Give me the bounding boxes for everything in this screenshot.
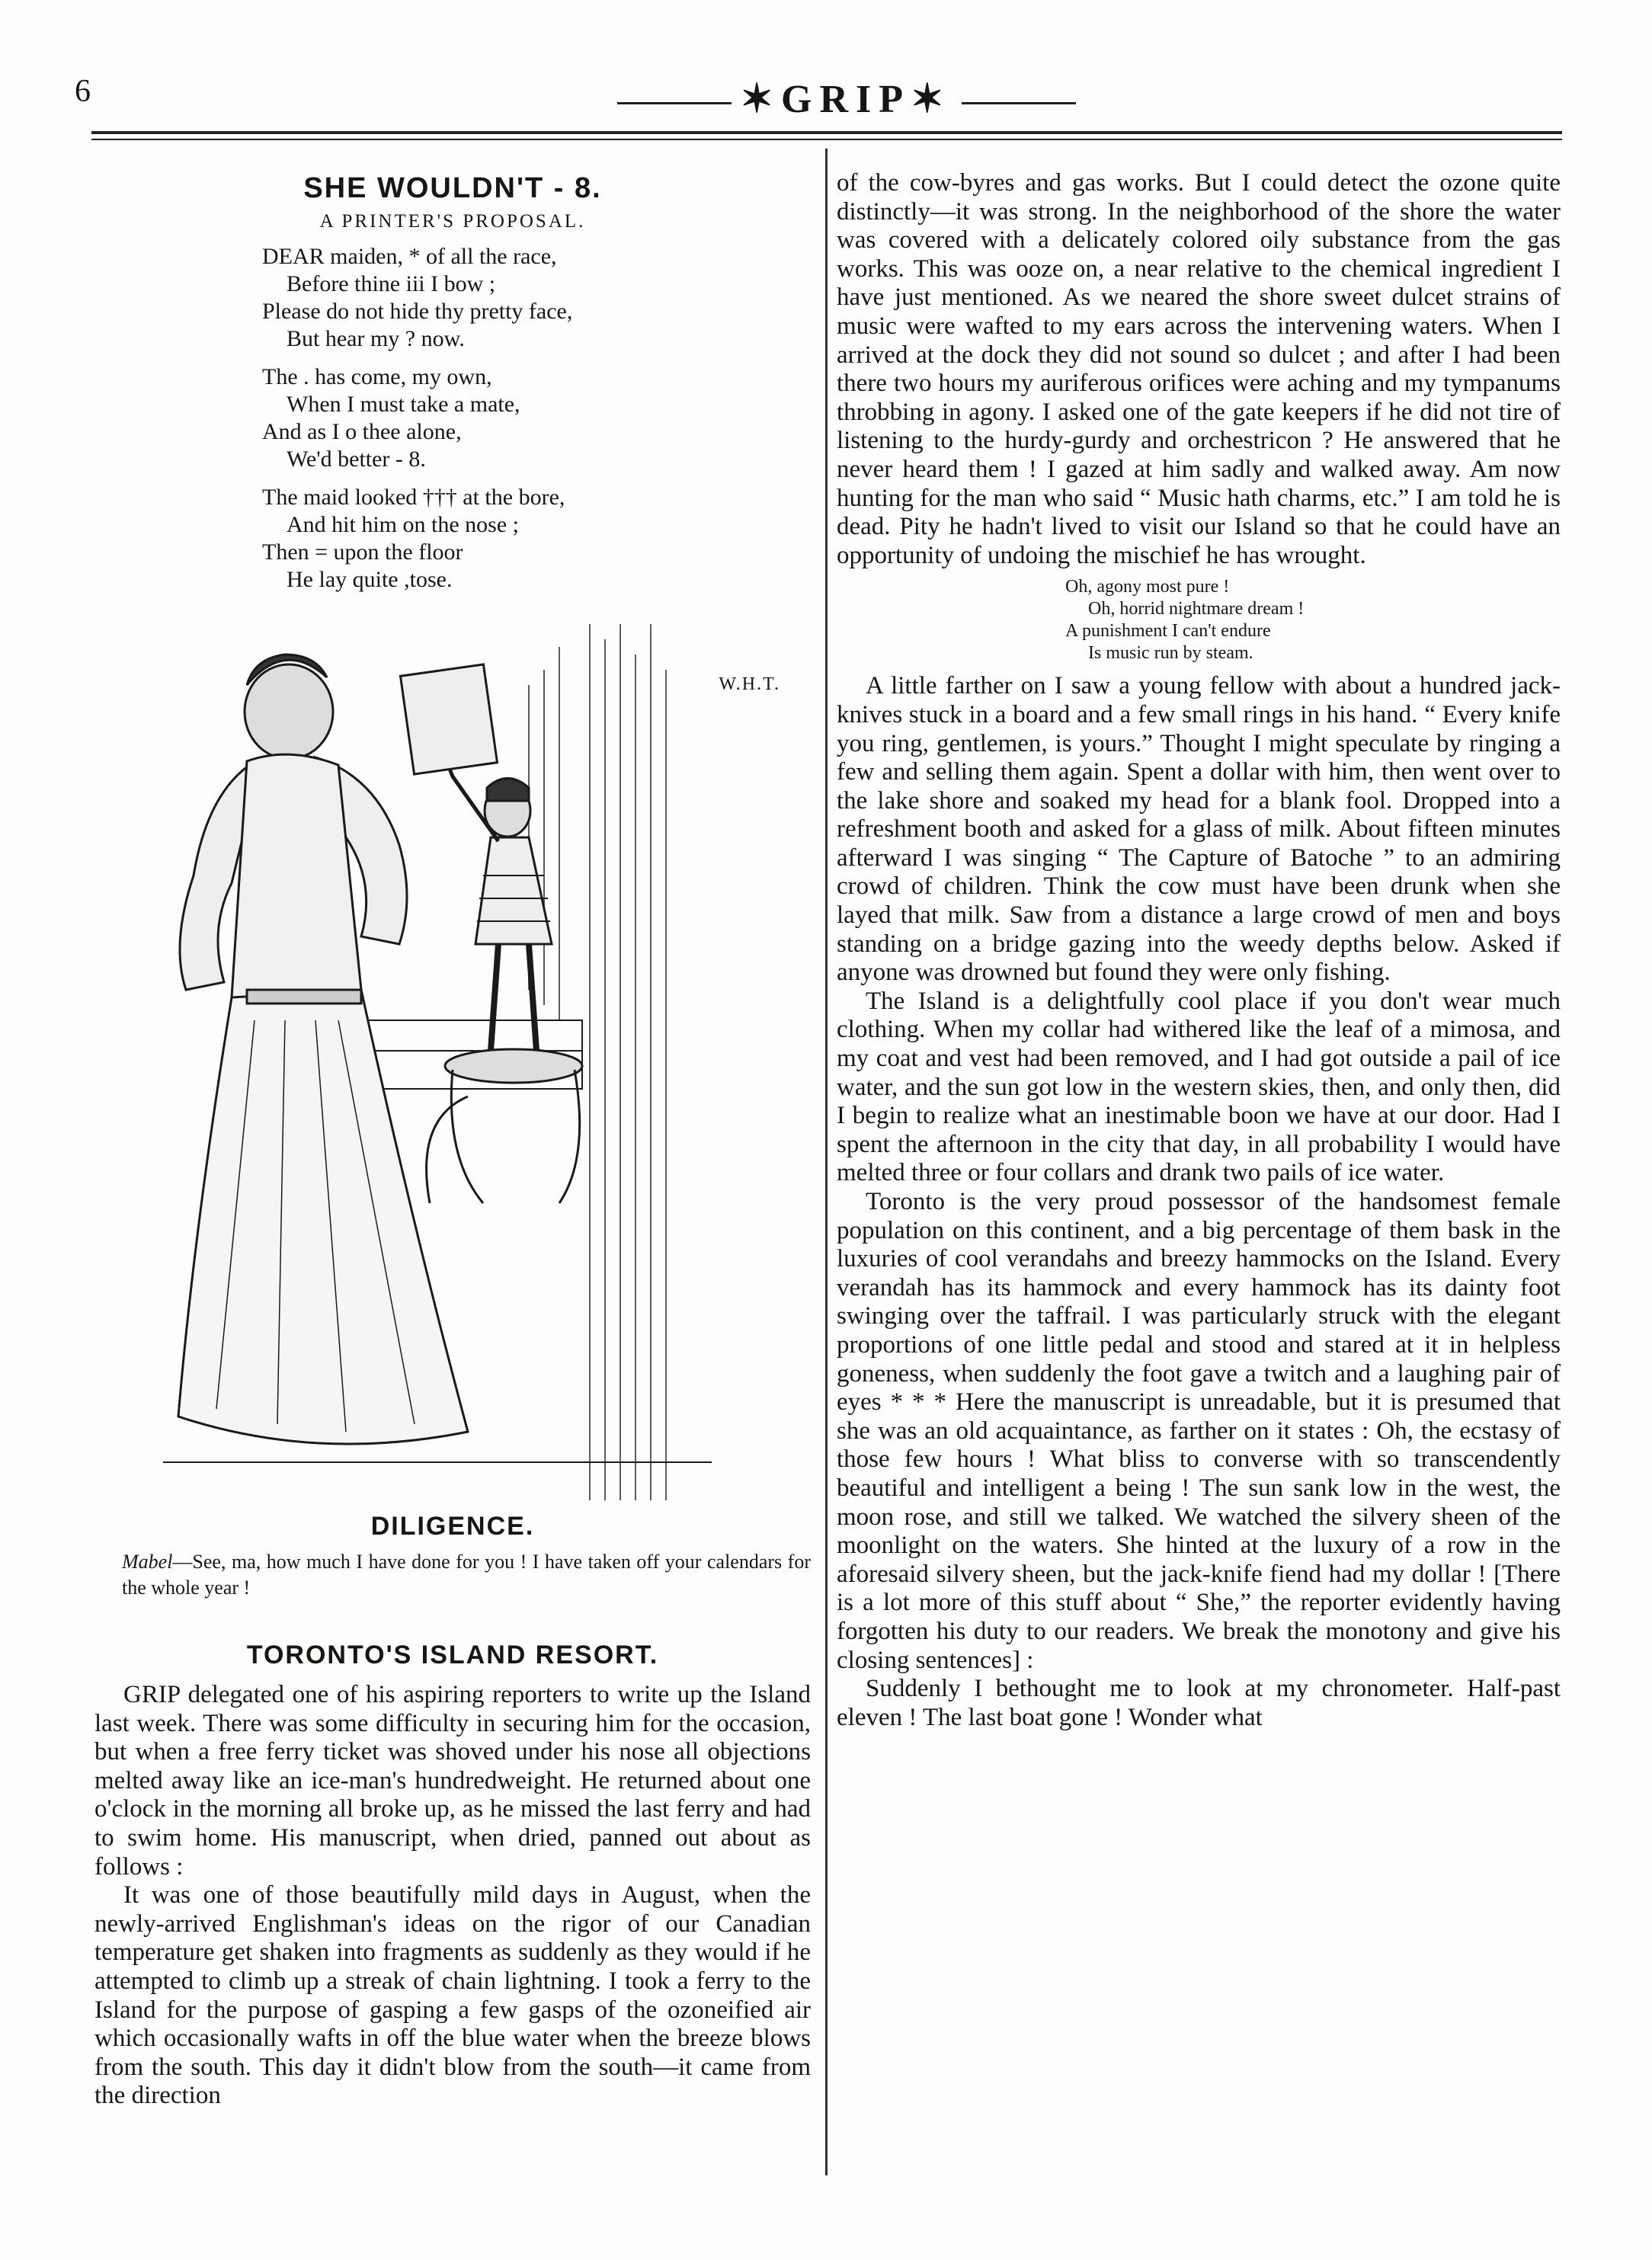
page-header (0, 0, 1652, 133)
article-paragraph: Suddenly I bethought me to look at my chronometer. Half-past eleven ! The last boat gone ! Wonder what (837, 1675, 1561, 1731)
masthead-rule-right (962, 102, 1076, 104)
poem-line: And hit him on the nose ; (287, 512, 519, 537)
poem-line: When I must take a mate, (287, 392, 520, 417)
article-verse (1065, 576, 1561, 664)
poem-line: Then = upon the floor (262, 539, 463, 565)
left-column (94, 145, 811, 2111)
verse-line: Oh, horrid nightmare dream ! (1088, 599, 1305, 619)
poem-line: But hear my ? now. (287, 326, 465, 351)
poem-line: Before thine iii I bow ; (287, 271, 496, 296)
cartoon-illustration (163, 624, 742, 1504)
right-column (837, 139, 1561, 1732)
masthead: ✶GRIP✶ (740, 78, 952, 121)
poem-line: Please do not hide thy pretty face, (262, 299, 573, 324)
poem-stanza (262, 484, 811, 594)
poem-attribution: W.H.T. (719, 674, 780, 694)
poem-line: And as I o thee alone, (262, 419, 462, 444)
poem-line: The maid looked ††† at the bore, (262, 485, 565, 510)
cartoon-title: DILIGENCE. (370, 1512, 535, 1541)
article-paragraph: of the cow-byres and gas works. But I could detect the ozone quite distinctly—it was strong. In the neighborhood of the shore the water was covered with a delicately colored oily substance from the gas works. This was ooze on, a near relative to the chemical ingredient I have just mentioned. As we neared the shore sweet dulcet strains of music were wafted to my ears across the intervening waters. When I arrived at the dock they did not sound so dulcet ; and after I had been there two hours my auriferous orifices were aching and my tympanums throbbing in agony. I asked one of the gate keepers if he did not tire of listening to the hurdy-gurdy and orchestricon ? He answered that he never heard them ! I gazed at him sadly and walked away. Am now hunting for the man who said “ Music hath charms, etc.” I am told he is dead. Pity he hadn't lived to visit our Island so that he could have an opportunity of undoing the mischief he has wrought. (837, 169, 1561, 569)
page-number: 6 (75, 74, 91, 109)
masthead-title: GRIP (781, 78, 911, 121)
verse-line: Is music run by steam. (1088, 643, 1253, 664)
poem-line: The . has come, my own, (262, 364, 492, 389)
article-paragraph: GRIP delegated one of his aspiring reporters to write up the Island last week. There was some difficulty in securing him for the occasion, but when a free ferry ticket was shoved under his nose all objections melted away like an ice-man's hundredweight. He returned about one o'clock in the morning all broke up, as he missed the last ferry and had to swim home. His manuscript, when dried, panned out about as follows : (94, 1681, 811, 1881)
article-paragraph: Toronto is the very proud possessor of the handsomest female population on this continent, and a big percentage of them bask in the luxuries of cool verandahs and breezy hammocks on the Island. Every verandah has its hammock and every hammock has its dainty foot swinging over the taffrail. I was particularly struck with the elegant proportions of one little pedal and stood and stared at it in helpless goneness, when suddenly the foot gave a twitch and a laughing pair of eyes * * * Here the manuscript is unreadable, but it is presumed that she was an old acquaintance, as farther on it states : Oh, the ecstasy of those few hours ! What bliss to converse with so transcendently beautiful and intelligent a being ! The sun sank low in the west, the moon rose, and still we talked. We watched the silvery sheen of the moonlight on the waters. She hinted at the luxury of a row in the aforesaid silvery sheen, but the jack-knife fiend had my dollar ! [There is a lot more of this stuff about “ She,” the reporter evidently having forgotten his duty to our readers. We break the monotony and give his closing sentences] : (837, 1188, 1561, 1674)
cartoon-caption (122, 1549, 811, 1601)
caption-text: —See, ma, how much I have done for you ! I have taken off your calendars for the whole year ! (122, 1551, 811, 1599)
article-title: TORONTO'S ISLAND RESORT. (246, 1641, 659, 1669)
column-divider (825, 149, 828, 2175)
header-rule (91, 131, 1562, 134)
poem-line: We'd better - 8. (287, 447, 426, 472)
poem-stanza (262, 363, 811, 473)
cartoon-drawing (163, 624, 742, 1504)
poem-line: DEAR maiden, * of all the race, (262, 244, 557, 269)
verse-line: Oh, agony most pure ! (1065, 577, 1230, 597)
poem-title: SHE WOULDN'T - 8. (303, 172, 602, 204)
poem-subtitle: A PRINTER'S PROPOSAL. (319, 211, 586, 232)
article-paragraph: A little farther on I saw a young fellow with about a hundred jack-knives stuck in a board and a few small rings in his hand. “ Every knife you ring, gentlemen, is yours.” Thought I might speculate by ringing a few and selling them again. Spent a dollar with him, then went over to the lake shore and soaked my head for a blank fool. Dropped into a refreshment booth and asked for a glass of milk. About fifteen minutes afterward I was singing “ The Capture of Batoche ” to an admiring crowd of children. Think the cow must have been drunk when she layed that milk. Saw from a distance a large crowd of men and boys standing on a bridge gazing into the weedy depths below. Asked if anyone was drowned but found they were only fishing. (837, 672, 1561, 987)
verse-line: A punishment I can't endure (1065, 621, 1271, 642)
article-paragraph: It was one of those beautifully mild days in August, when the newly-arrived Englishman's ideas on the rigor of our Canadian temperature get shaken into fragments as suddenly as they would if he attempted to climb up a streak of chain lightning. I took a ferry to the Island for the purpose of gasping a few gasps of the ozoneified air which occasionally wafts in off the blue water when the breeze blows from the south. This day it didn't blow from the south—it came from the direction (94, 1881, 811, 2110)
caption-speaker: Mabel (122, 1551, 173, 1573)
article-paragraph: The Island is a delightfully cool place if you don't wear much clothing. When my collar had withered like the leaf of a mimosa, and my coat and vest had been removed, and I had got outside a pail of ice water, and the sun got low in the western skies, then, and only then, did I begin to realize what an inestimable boon we have at our door. Had I spent the afternoon in the city that day, in all probability I would have melted three or four collars and drank two pails of ice water. (837, 987, 1561, 1187)
poem-stanza (262, 243, 811, 353)
poem-line: He lay quite ,tose. (287, 567, 453, 592)
